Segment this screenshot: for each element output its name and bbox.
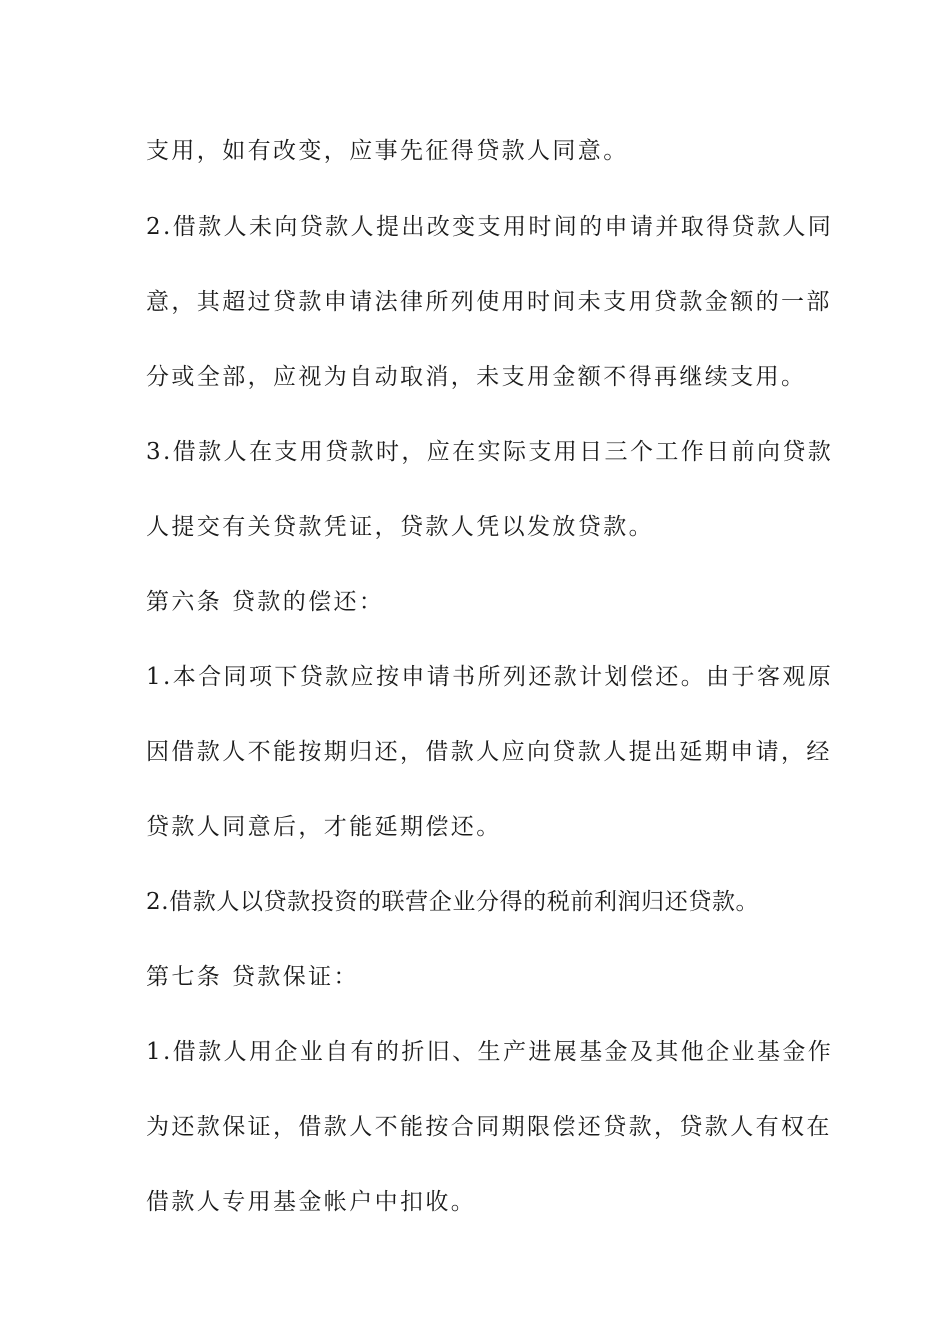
section-heading: 第七条 贷款保证： <box>146 964 359 990</box>
text-line: 人提交有关贷款凭证，贷款人凭以发放贷款。 <box>146 514 654 540</box>
text-line: 3.借款人在支用贷款时，应在实际支用日三个工作日前向贷款 <box>146 439 834 465</box>
text-line: 分或全部，应视为自动取消，未支用金额不得再继续支用。 <box>146 364 807 390</box>
text-line: 因借款人不能按期归还，借款人应向贷款人提出延期申请，经 <box>146 739 832 765</box>
text-line: 支用，如有改变，应事先征得贷款人同意。 <box>146 138 629 164</box>
text-line: 2.借款人以贷款投资的联营企业分得的税前利润归还贷款。 <box>146 889 760 915</box>
text-line: 意，其超过贷款申请法律所列使用时间未支用贷款金额的一部 <box>146 289 832 315</box>
text-line: 1.借款人用企业自有的折旧、生产进展基金及其他企业基金作 <box>146 1039 834 1065</box>
section-heading: 第六条 贷款的偿还： <box>146 589 385 615</box>
text-line: 为还款保证，借款人不能按合同期限偿还贷款，贷款人有权在 <box>146 1114 832 1140</box>
text-line: 2.借款人未向贷款人提出改变支用时间的申请并取得贷款人同 <box>146 214 834 240</box>
text-line: 借款人专用基金帐户中扣收。 <box>146 1189 477 1215</box>
text-line: 1.本合同项下贷款应按申请书所列还款计划偿还。由于客观原 <box>146 664 834 690</box>
text-line: 贷款人同意后，才能延期偿还。 <box>146 814 502 840</box>
